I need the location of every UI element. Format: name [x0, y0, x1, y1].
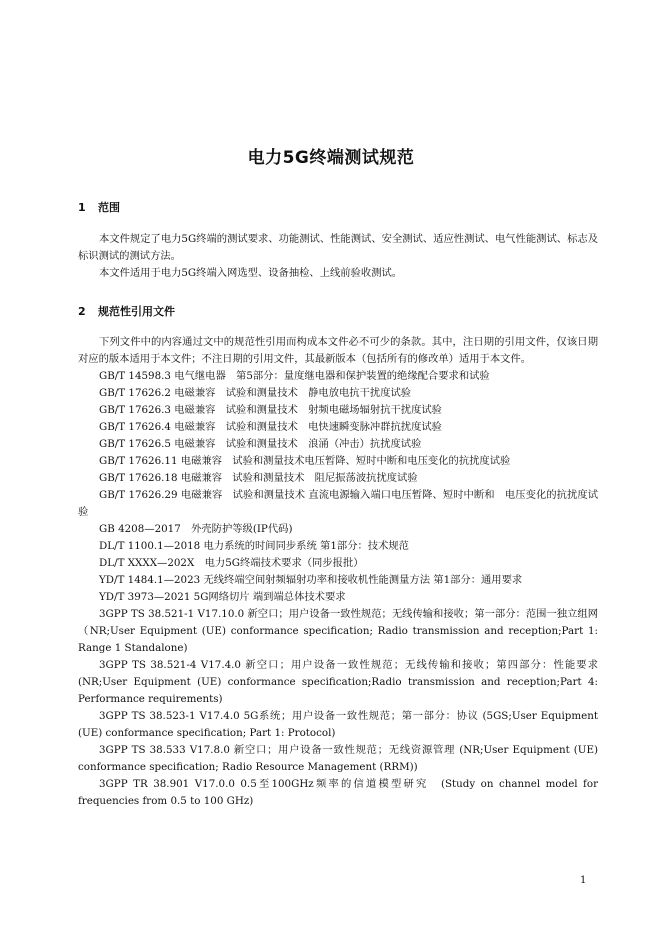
- reference-item: 3GPP TS 38.521-4 V17.4.0 新空口；用户设备一致性规范；无线传输和接收；第四部分：性能要求 (NR;User Equipment (UE) conformance specification;Radio transmission and reception;Part 4: Performance requirements): [78, 659, 598, 705]
- reference-item: 3GPP TS 38.523-1 V17.4.0 5G系统；用户设备一致性规范；第一部分：协议 (5GS;User Equipment (UE) conformance specification; Part 1: Protocol): [78, 710, 598, 739]
- paragraph: 本文件适用于电力5G终端入网选型、设备抽检、上线前验收测试。: [99, 267, 403, 279]
- section-title: 范围: [98, 201, 120, 214]
- section-heading-scope: [78, 199, 120, 215]
- reference-item: GB/T 17626.3 电磁兼容 试验和测量技术 射频电磁场辐射抗干扰度试验: [99, 404, 442, 416]
- reference-item: GB/T 17626.18 电磁兼容 试验和测量技术 阻尼振荡波抗扰度试验: [99, 472, 418, 484]
- reference-item: 3GPP TR 38.901 V17.0.0 0.5至100GHz频率的信道模型研究 (Study on channel model for frequencies from 0.5 to 100 GHz): [78, 778, 598, 807]
- reference-item: YD/T 1484.1—2023 无线终端空间射频辐射功率和接收机性能测量方法 第1部分：通用要求: [99, 574, 523, 586]
- section-title: 规范性引用文件: [98, 305, 175, 318]
- scope-body: [78, 231, 598, 282]
- reference-item: GB/T 17626.29 电磁兼容 试验和测量技术 直流电源输入端口电压暂降、短时中断和 电压变化的抗扰度试验: [78, 489, 598, 518]
- page-number: 1: [580, 875, 587, 886]
- reference-item: GB/T 17626.4 电磁兼容 试验和测量技术 电快速瞬变脉冲群抗扰度试验: [99, 421, 442, 433]
- reference-item: GB/T 14598.3 电气继电器 第5部分：量度继电器和保护装置的绝缘配合要求和试验: [99, 370, 490, 382]
- paragraph: 本文件规定了电力5G终端的测试要求、功能测试、性能测试、安全测试、适应性测试、电气性能测试、标志及标识测试的测试方法。: [78, 233, 598, 262]
- references-body: [78, 334, 598, 810]
- reference-item: GB/T 17626.2 电磁兼容 试验和测量技术 静电放电抗干扰度试验: [99, 387, 412, 399]
- paragraph: 下列文件中的内容通过文中的规范性引用而构成本文件必不可少的条款。其中，注日期的引用文件，仅该日期对应的版本适用于本文件；不注日期的引用文件，其最新版本（包括所有的修改单）适用于本文件。: [78, 336, 598, 365]
- reference-item: YD/T 3973—2021 5G网络切片 端到端总体技术要求: [99, 591, 346, 603]
- section-number: 1: [78, 201, 86, 214]
- reference-item: DL/T 1100.1—2018 电力系统的时间同步系统 第1部分：技术规范: [99, 540, 409, 552]
- reference-item: 3GPP TS 38.533 V17.8.0 新空口；用户设备一致性规范；无线资源管理 (NR;User Equipment (UE) conformance specification; Radio Resource Management (RRM)): [78, 744, 598, 773]
- section-number: 2: [78, 305, 86, 318]
- reference-item: GB/T 17626.11 电磁兼容 试验和测量技术电压暂降、短时中断和电压变化的抗扰度试验: [99, 455, 511, 467]
- reference-item: GB 4208—2017 外壳防护等级(IP代码): [99, 523, 293, 535]
- reference-item: DL/T XXXX—202X 电力5G终端技术要求（同步报批）: [99, 557, 364, 569]
- reference-item: 3GPP TS 38.521-1 V17.10.0 新空口；用户设备一致性规范；无线传输和接收；第一部分：范围一独立组网（NR;User Equipment (UE) conformance specification; Radio transmission and reception;Part 1: Range 1 Standalone): [78, 608, 598, 654]
- page-title: 电力5G终端测试规范: [247, 148, 415, 168]
- section-heading-normative-references: [78, 303, 175, 319]
- reference-item: GB/T 17626.5 电磁兼容 试验和测量技术 浪涌（冲击）抗扰度试验: [99, 438, 422, 450]
